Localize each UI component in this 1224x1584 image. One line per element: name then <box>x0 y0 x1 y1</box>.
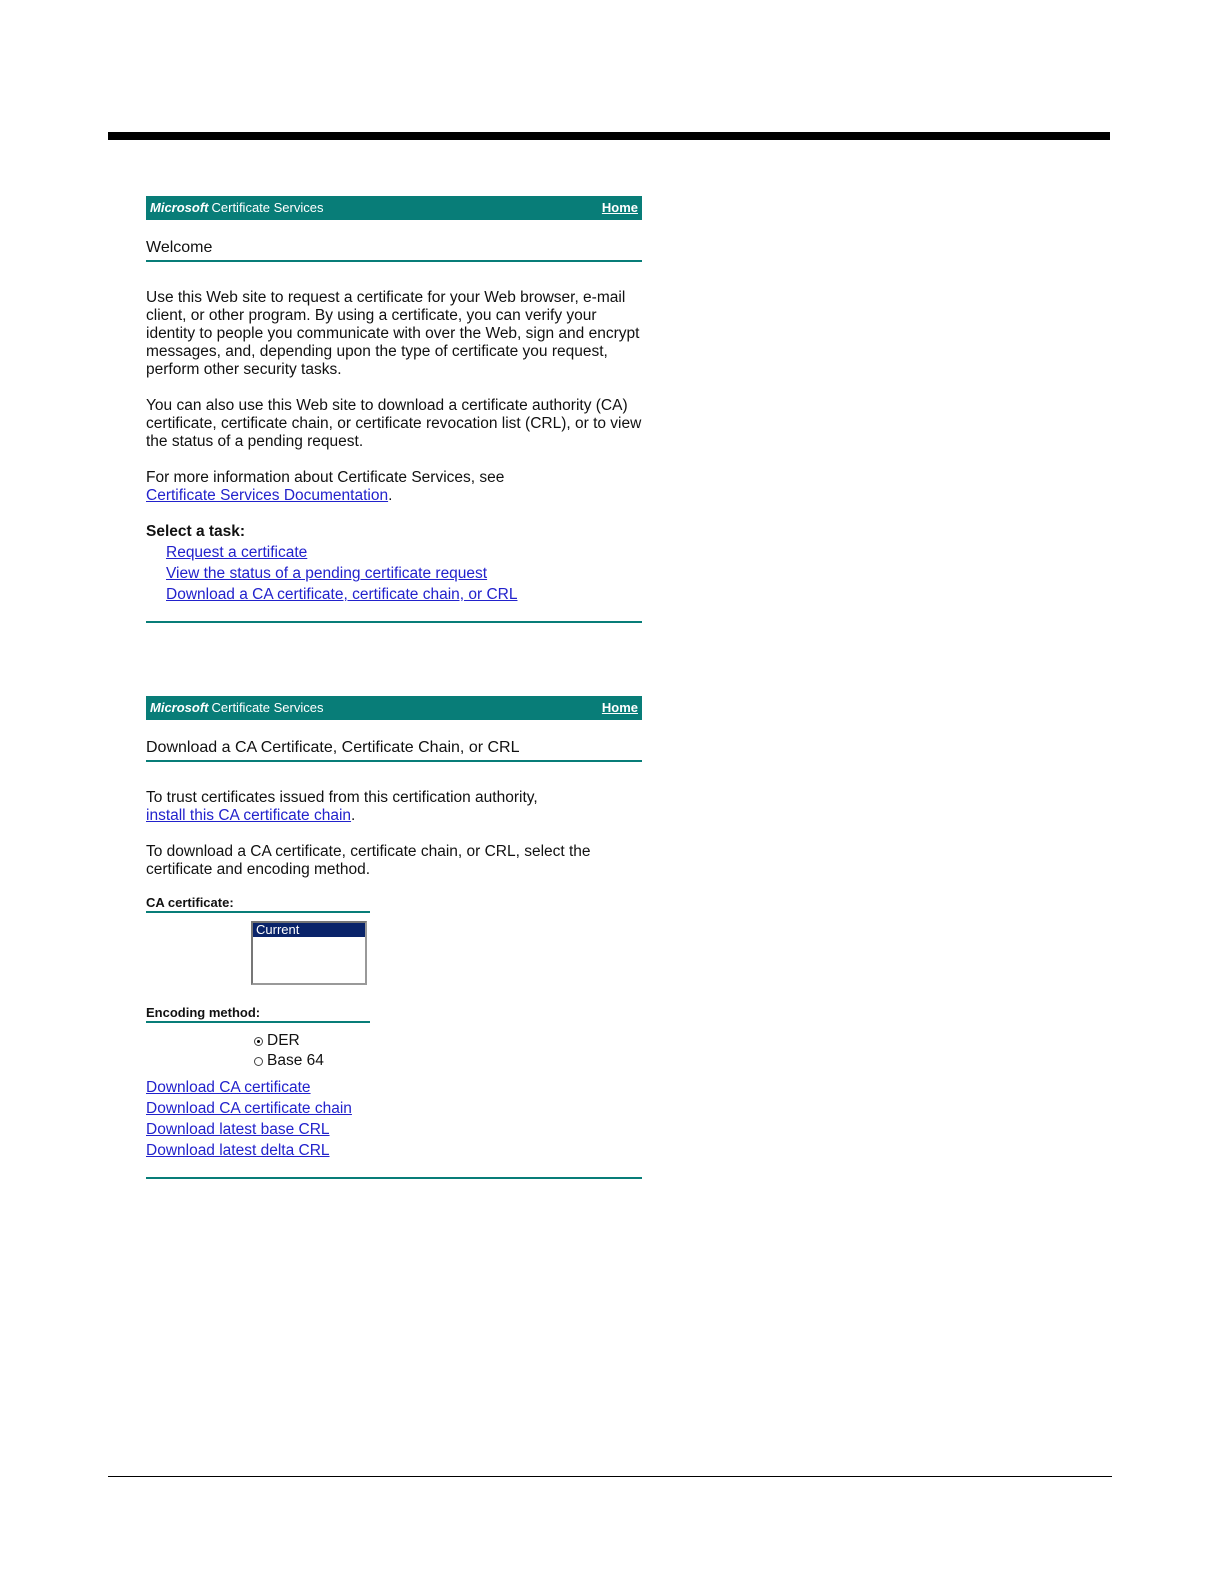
documentation-link[interactable]: Certificate Services Documentation <box>146 487 389 504</box>
download-info-paragraph: You can also use this Web site to download a certificate authority (CA) certificate, certificate chain, or certificate revocation list (CRL), or to view the status of a pending request. <box>146 397 642 450</box>
banner <box>146 696 642 720</box>
encoding-der-option[interactable]: DER <box>254 1031 642 1051</box>
banner <box>146 196 642 220</box>
intro-paragraph: Use this Web site to request a certificate for your Web browser, e-mail client, or other program. By using a certificate, you can verify your identity to people you communicate with over the Web, sign and encrypt messages, and, depending upon the type of certificate you request, perform other security tasks. <box>146 289 640 378</box>
download-base-crl-link[interactable]: Download latest base CRL <box>146 1121 330 1138</box>
radio-der[interactable] <box>254 1037 263 1046</box>
encoding-base64-option[interactable]: Base 64 <box>254 1051 642 1071</box>
download-links <box>146 1077 642 1161</box>
download-ca-link[interactable]: Download a CA certificate, certificate chain, or CRL <box>166 586 518 603</box>
divider <box>146 621 642 623</box>
page-title: Welcome <box>146 238 642 262</box>
welcome-panel <box>146 196 642 623</box>
task-list <box>166 542 642 605</box>
ca-option-current[interactable]: Current <box>253 923 365 937</box>
home-link[interactable]: Home <box>601 200 638 215</box>
page-bottom-rule <box>108 1476 1112 1477</box>
radio-base64[interactable] <box>254 1057 263 1066</box>
download-delta-crl-link[interactable]: Download latest delta CRL <box>146 1142 330 1159</box>
divider <box>146 1177 642 1179</box>
install-chain-link[interactable]: install this CA certificate chain <box>146 807 352 824</box>
ca-certificate-listbox[interactable] <box>251 921 367 985</box>
page-top-rule <box>108 132 1110 140</box>
brand: Microsoft Certificate Services <box>150 700 324 715</box>
request-certificate-link[interactable]: Request a certificate <box>166 544 308 561</box>
encoding-options <box>254 1031 642 1071</box>
view-pending-status-link[interactable]: View the status of a pending certificate request <box>166 565 488 582</box>
download-ca-certificate-link[interactable]: Download CA certificate <box>146 1079 311 1096</box>
page-title: Download a CA Certificate, Certificate Chain, or CRL <box>146 738 642 762</box>
download-panel <box>146 696 642 1179</box>
trust-paragraph: To trust certificates issued from this certification authority, install this CA certificate chain. <box>146 789 538 824</box>
more-info-paragraph: For more information about Certificate Services, see Certificate Services Documentation. <box>146 469 505 504</box>
brand: Microsoft Certificate Services <box>150 200 324 215</box>
task-label: Select a task: <box>146 523 246 540</box>
ca-certificate-label: CA certificate: <box>146 895 370 913</box>
encoding-method-label: Encoding method: <box>146 1005 370 1023</box>
download-instructions: To download a CA certificate, certificate chain, or CRL, select the certificate and encoding method. <box>146 843 591 878</box>
home-link[interactable]: Home <box>601 700 638 715</box>
download-ca-chain-link[interactable]: Download CA certificate chain <box>146 1100 352 1117</box>
